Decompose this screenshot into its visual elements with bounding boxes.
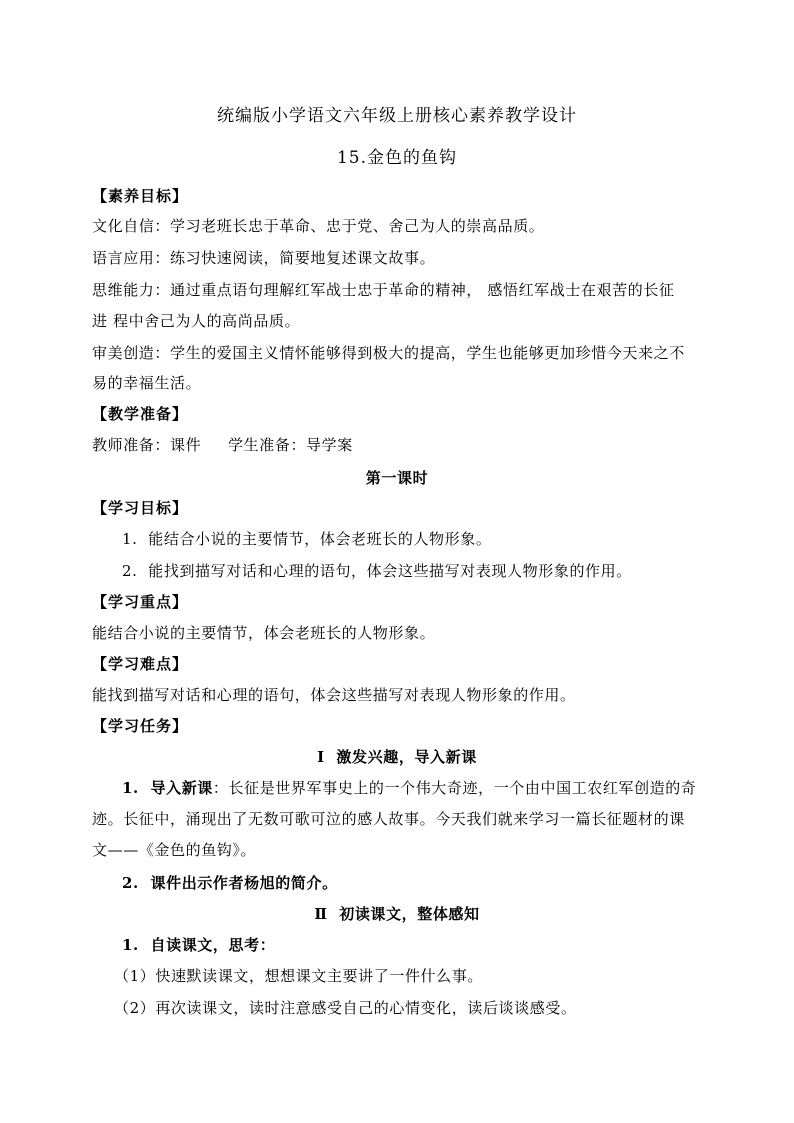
period-heading: 第一课时	[365, 469, 429, 487]
task2-text: 2. 课件出示作者杨旭的简介。	[122, 874, 338, 892]
learning-goal-2: 2. 能找到描写对话和心理的语句，体会这些描写对表现人物形象的作用。	[122, 562, 632, 580]
section-heading-tasks: 【学习任务】	[92, 717, 189, 735]
key-point-text: 能结合小说的主要情节，体会老班长的人物形象。	[92, 624, 436, 642]
section-heading-learning-goals: 【学习目标】	[92, 499, 189, 517]
learning-goal-1: 1. 能结合小说的主要情节，体会老班长的人物形象。	[122, 530, 492, 548]
lesson-title: 15.金色的鱼钩	[336, 148, 458, 168]
difficulty-text: 能找到描写对话和心理的语句，体会这些描写对表现人物形象的作用。	[92, 686, 576, 704]
goal-thinking-line2: 进 程中舍己为人的高尚品质。	[92, 312, 301, 330]
goal-aesthetic-line2: 易的幸福生活。	[92, 374, 202, 392]
task1-line1	[122, 778, 697, 798]
reading-question-2: （2）再次读课文，读时注意感受自己的心情变化，读后谈谈感受。	[114, 999, 577, 1017]
document-title: 统编版小学语文六年级上册核心素养教学设计	[217, 106, 577, 126]
part2-heading: Ⅱ 初读课文，整体感知	[314, 905, 480, 923]
task1-text: ：长征是世界军事史上的一个伟大奇迹，一个由中国工农红军创造的奇	[212, 779, 697, 797]
section-heading-difficulties: 【学习难点】	[92, 655, 189, 673]
section-heading-literacy-goals: 【素养目标】	[92, 187, 189, 205]
section-heading-preparation: 【教学准备】	[92, 405, 189, 423]
task1-line2: 迹。长征中，涌现出了无数可歌可泣的感人故事。今天我们就来学习一篇长征题材的课	[92, 810, 685, 828]
task1-line3: 文——《金色的鱼钩》。	[92, 841, 257, 859]
goal-language: 语言应用：练习快速阅读，简要地复述课文故事。	[92, 249, 436, 267]
preparation-text: 教师准备：课件 学生准备：导学案	[92, 436, 353, 454]
goal-thinking-line1: 思维能力：通过重点语句理解红军战士忠于革命的精神， 感悟红军战士在艰苦的长征	[92, 281, 675, 299]
task1-label: 1. 导入新课	[122, 779, 213, 797]
reading-task-heading: 1. 自读课文，思考：	[122, 936, 276, 954]
section-heading-key-points: 【学习重点】	[92, 593, 189, 611]
goal-aesthetic-line1: 审美创造：学生的爱国主义情怀能够得到极大的提高，学生也能够更加珍惜今天来之不	[92, 344, 685, 362]
part1-heading: Ⅰ 激发兴趣，导入新课	[317, 748, 477, 766]
goal-culture: 文化自信：学习老班长忠于革命、忠于党、舍己为人的崇高品质。	[92, 217, 545, 235]
reading-question-1: （1）快速默读课文，想想课文主要讲了一件什么事。	[114, 967, 483, 985]
